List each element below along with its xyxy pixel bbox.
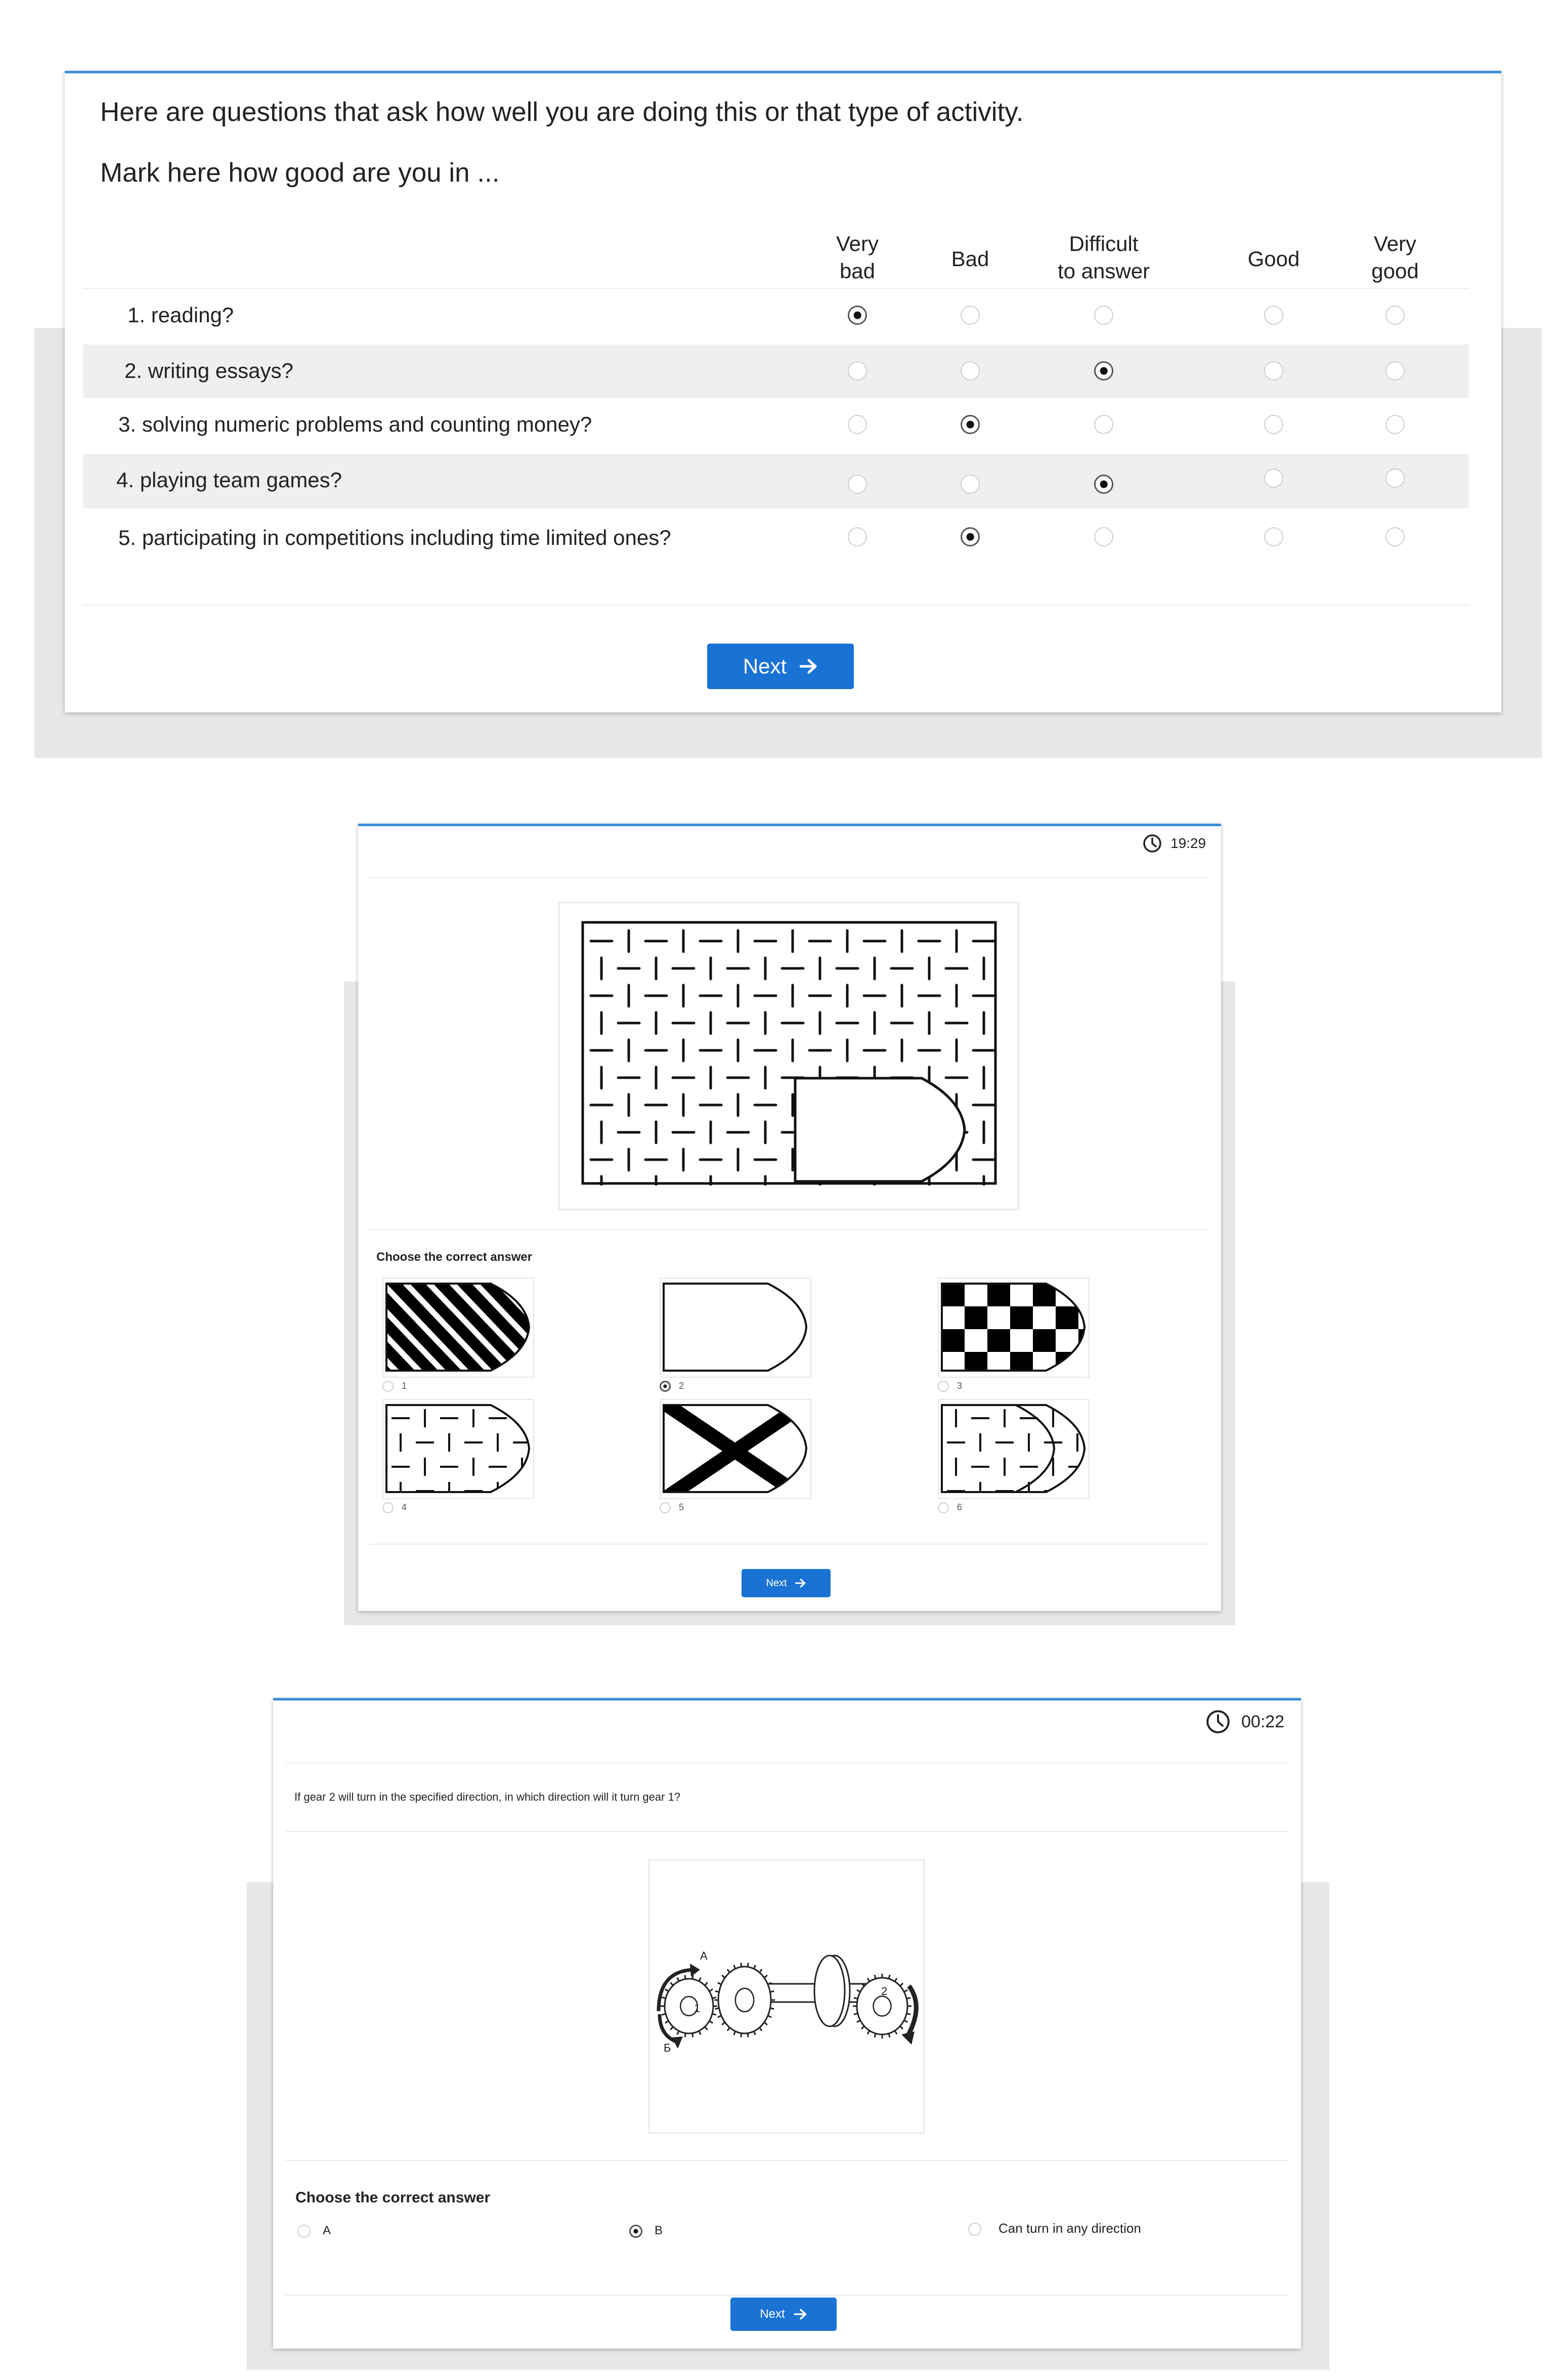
option-radio[interactable] xyxy=(938,1381,949,1392)
option-radio[interactable] xyxy=(297,2225,311,2238)
gear-1 xyxy=(661,1975,717,2037)
row-question: 2. writing essays? xyxy=(124,359,293,382)
option-dash-grid-offset-image[interactable] xyxy=(940,1403,1088,1494)
option-radio[interactable] xyxy=(382,1381,394,1392)
divider xyxy=(285,2160,1289,2161)
column-header-line: Very xyxy=(1373,232,1417,256)
option-label: 3 xyxy=(957,1381,963,1391)
choose-answer-label: Choose the correct answer xyxy=(376,1250,533,1264)
timer xyxy=(1142,833,1206,854)
divider xyxy=(285,2294,1289,2296)
rating-row xyxy=(83,508,1469,574)
rating-radio[interactable] xyxy=(1094,415,1113,434)
arrow-right-icon xyxy=(800,659,818,674)
gears-image xyxy=(648,1859,925,2134)
rating-radio[interactable] xyxy=(848,306,867,325)
timer xyxy=(1205,1709,1284,1735)
rating-radio[interactable] xyxy=(1385,306,1405,325)
rating-radio[interactable] xyxy=(1094,527,1113,546)
timer-value: 19:29 xyxy=(1170,835,1206,851)
next-button[interactable] xyxy=(742,1569,831,1597)
option-label: B xyxy=(655,2224,663,2237)
prompt-text: Mark here how good are you in ... xyxy=(100,158,500,188)
intro-text: Here are questions that ask how well you are doing this or that type of activity. xyxy=(100,97,1024,127)
panel3-card xyxy=(273,1698,1301,2349)
rating-radio[interactable] xyxy=(1385,527,1405,546)
divider xyxy=(285,1831,1289,1832)
column-header-line: Bad xyxy=(951,247,989,271)
arrow-right-icon xyxy=(794,2309,807,2320)
row-question: 3. solving numeric problems and counting money? xyxy=(118,412,592,436)
option-radio[interactable] xyxy=(968,2223,981,2236)
rating-radio[interactable] xyxy=(1385,361,1405,380)
rating-radio[interactable] xyxy=(961,415,980,434)
option-label: 4 xyxy=(402,1502,407,1512)
option-radio[interactable] xyxy=(660,1502,671,1513)
figure-label-gear2: 2 xyxy=(881,1985,888,1998)
rating-radio[interactable] xyxy=(1264,306,1283,325)
column-header-line: good xyxy=(1371,259,1419,283)
figure-label-top-arrow: A xyxy=(700,1949,708,1962)
rating-radio[interactable] xyxy=(961,475,980,494)
option-diagonal-stripes-image[interactable] xyxy=(384,1282,532,1373)
option-dash-grid-image[interactable] xyxy=(384,1403,532,1494)
option-radio[interactable] xyxy=(660,1381,671,1392)
column-header-line: Good xyxy=(1247,247,1300,271)
rating-radio[interactable] xyxy=(1094,306,1113,325)
rating-row xyxy=(83,345,1469,398)
column-header-line: Difficult xyxy=(1069,232,1139,256)
choose-answer-label: Choose the correct answer xyxy=(295,2189,491,2206)
rating-radio[interactable] xyxy=(848,415,867,434)
rating-row xyxy=(83,454,1469,508)
divider xyxy=(83,605,1469,606)
puzzle-image xyxy=(578,917,997,1185)
rating-radio[interactable] xyxy=(1385,415,1405,434)
next-button-label: Next xyxy=(743,654,787,678)
arrow-right-icon xyxy=(795,1579,806,1588)
panel2-card xyxy=(358,824,1221,1611)
rating-row xyxy=(83,398,1469,454)
option-radio[interactable] xyxy=(938,1502,949,1513)
clock-icon xyxy=(1205,1709,1231,1735)
question-text: If gear 2 will turn in the specified direction, in which direction will it turn gear 1? xyxy=(294,1791,681,1803)
option-checkerboard-image[interactable] xyxy=(940,1282,1088,1373)
divider xyxy=(368,1229,1210,1230)
panel1-card xyxy=(65,71,1501,712)
option-blank-image[interactable] xyxy=(662,1282,809,1373)
figure-label-bottom-arrow: Б xyxy=(664,2042,671,2054)
rating-radio[interactable] xyxy=(961,361,980,380)
rating-radio[interactable] xyxy=(1385,469,1405,488)
rating-radio[interactable] xyxy=(1264,361,1283,380)
rating-radio[interactable] xyxy=(848,475,867,494)
option-label: Can turn in any direction xyxy=(999,2221,1141,2236)
next-button[interactable] xyxy=(730,2298,837,2331)
divider xyxy=(368,1544,1210,1545)
option-label: 1 xyxy=(402,1381,407,1391)
option-label: 5 xyxy=(679,1502,684,1512)
rating-radio[interactable] xyxy=(1264,415,1283,434)
option-x-cross-image[interactable] xyxy=(662,1403,809,1494)
option-label: A xyxy=(323,2224,331,2237)
rating-radio[interactable] xyxy=(1094,475,1113,494)
divider xyxy=(368,877,1210,878)
option-radio[interactable] xyxy=(629,2225,642,2238)
option-label: 6 xyxy=(957,1502,963,1512)
rating-radio[interactable] xyxy=(1264,527,1283,546)
divider xyxy=(285,1762,1289,1763)
column-header-line: bad xyxy=(839,259,876,283)
rating-radio[interactable] xyxy=(848,527,867,546)
rating-radio[interactable] xyxy=(1264,469,1283,488)
next-button-label: Next xyxy=(760,2307,785,2321)
timer-value: 00:22 xyxy=(1241,1712,1285,1731)
column-header-line: to answer xyxy=(1057,259,1150,283)
rating-radio[interactable] xyxy=(1094,361,1113,380)
figure-label-gear1: 1 xyxy=(694,2002,701,2015)
clock-icon xyxy=(1142,833,1162,854)
row-question: 5. participating in competitions including time limited ones? xyxy=(118,526,671,549)
column-header-line: Very xyxy=(836,232,879,256)
gear-2 xyxy=(853,1974,912,2038)
rating-radio[interactable] xyxy=(848,361,867,380)
next-button-label: Next xyxy=(766,1577,787,1589)
column-header xyxy=(1294,230,1496,285)
gear-middle xyxy=(714,1963,775,2037)
option-radio[interactable] xyxy=(382,1502,394,1513)
rating-radio[interactable] xyxy=(961,306,980,325)
rating-row xyxy=(83,289,1469,344)
rating-radio[interactable] xyxy=(961,527,980,546)
next-button[interactable] xyxy=(707,644,854,689)
row-question: 4. playing team games? xyxy=(116,468,342,492)
option-label: 2 xyxy=(679,1381,684,1391)
row-question: 1. reading? xyxy=(127,303,234,327)
